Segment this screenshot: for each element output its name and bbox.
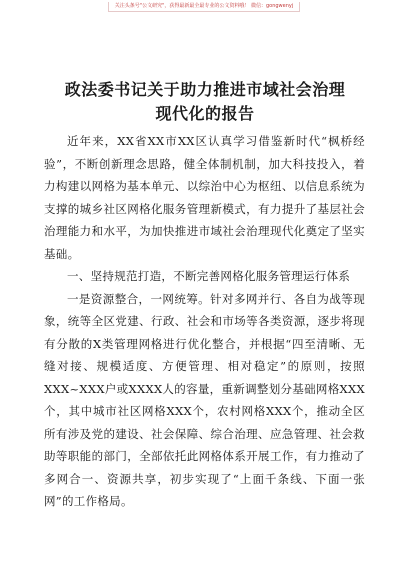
document-title: 政法委书记关于助力推进市域社会治理现代化的报告: [64, 80, 346, 123]
banner-text: 关注头条号"公文研究"，获得最新最全最专业的公文资料哦！ 微信：gongwenyj: [108, 2, 300, 12]
document-body: [44, 130, 365, 513]
paragraph-intro: 近年来，XX省XX市XX区认真学习借鉴新时代“枫桥经验”，不断创新理念思路，健全体制机制，加大科技投入，着力构建以网格为基本单元、以综治中心为枢纽、以信息系统为支撑的城乡社区网格化服务管理新模式，有力提升了基层社会治理能力和水平，为加快推进市域社会治理现代化奠定了坚实基础。: [44, 134, 365, 261]
paragraph-resource-integration: 一是资源整合，一网统筹。针对多网并行、各自为战等现象，统等全区党建、行政、社会和市场等各类资源，逐步将现有分散的X类管理网格进行优化整合，并根据“四至清晰、无缝对接、规模适度、方便管理、相对稳定”的原则，按照XXX~XXX户或XXXX人的容量，重新调整划分基础网格XXX个，其中城市社区网格XXX个，农村网格XXX个，推动全区所有涉及党的建设、社会保障、综合治理、应急管理、社会救助等职能的部门，全部依托此网格体系开展工作，有力推动了多网合一、资源共享，初步实现了“上面千条线、下面一张网”的工作格局。: [44, 291, 365, 508]
top-banner: [0, 0, 408, 14]
section-heading-1: 一、坚持规范打造，不断完善网格化服务管理运行体系: [67, 269, 351, 283]
